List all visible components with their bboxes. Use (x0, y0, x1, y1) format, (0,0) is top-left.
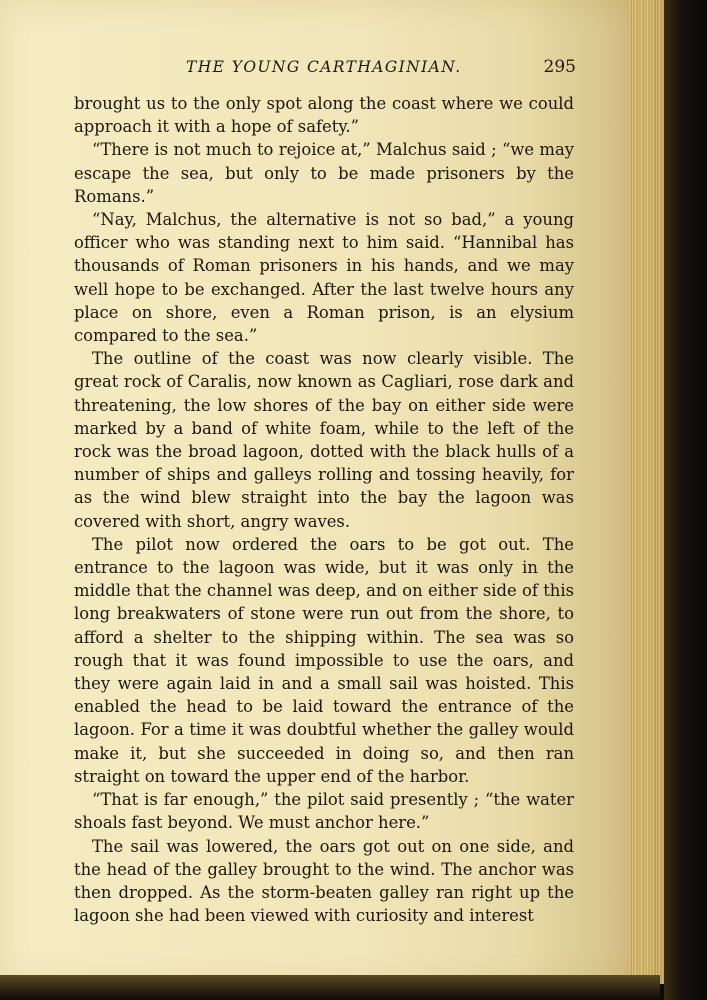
paragraph: The sail was lowered, the oars got out on one side, and the head of the galley brought to the wind. The anchor was then dropped. As the storm-beaten galley ran right up the lagoon she had been viewed with curiosity and interest (74, 836, 574, 926)
running-title: THE YOUNG CARTHAGINIAN. (186, 58, 462, 76)
bottom-shadow (0, 975, 660, 1000)
paragraph: “That is far enough,” the pilot said presently ; “the water shoals fast beyond. We must anchor here.” (74, 790, 574, 833)
paragraph: “Nay, Malchus, the alternative is not so bad,” a young officer who was standing next to him said. “Hannibal has thousands of Roman prisoners in his hands, and we may well hope to be exchanged. After the last twelve hours any place on shore, even a Roman prison, is an elysium compared to the sea.” (74, 210, 574, 346)
book-spine-shadow (664, 0, 707, 1000)
page-header (186, 58, 576, 84)
paragraph: “There is not much to rejoice at,” Malchus said ; “we may escape the sea, but only to be made prisoners by the Romans.” (74, 140, 574, 206)
paragraph: brought us to the only spot along the coast where we could approach it with a hope of safety.” (74, 94, 574, 137)
paragraph: The outline of the coast was now clearly visible. The great rock of Caralis, now known as Cagliari, rose dark and threatening, the low shores of the bay on either side were marked by a band of white foam, while to the left of the rock was the broad lagoon, dotted with the black hulls of a number of ships and galleys rolling and tossing heavily, for as the wind blew straight into the bay the lagoon was covered with short, angry waves. (74, 349, 574, 531)
body-text (74, 92, 574, 927)
page-number: 295 (543, 57, 576, 77)
paragraph: The pilot now ordered the oars to be got out. The entrance to the lagoon was wide, but it was only in the middle that the channel was deep, and on either side of this long breakwaters of stone were run out from the shore, to afford a shelter to the shipping within. The sea was so rough that it was found impossible to use the oars, and they were again laid in and a small sail was hoisted. This enabled the head to be laid toward the entrance of the lagoon. For a time it was doubtful whether the galley would make it, but she succeeded in doing so, and then ran straight on toward the upper end of the harbor. (74, 534, 574, 786)
page-edges (628, 0, 664, 984)
